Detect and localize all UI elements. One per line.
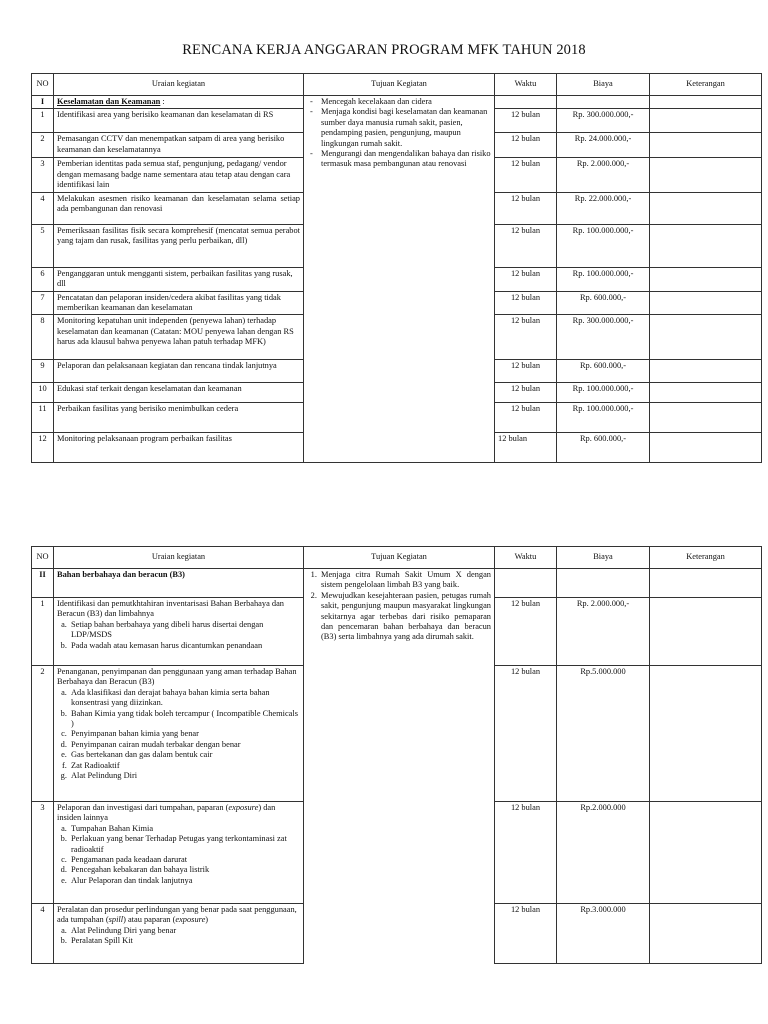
row-keterangan	[650, 403, 762, 433]
objective-cell	[304, 96, 495, 463]
row-number: 6	[32, 267, 54, 291]
waktu-cell	[495, 96, 557, 109]
sub-item: a. Setiap bahan berbahaya yang dibeli harus disertai dengan LDP/MSDS	[69, 620, 300, 641]
section-heading-suffix: :	[160, 97, 165, 106]
row-keterangan	[650, 224, 762, 267]
sub-item: f. Zat Radioaktif	[69, 761, 300, 771]
objective-item: 2. Mewujudkan kesejahteraan pasien, petugas rumah sakit, pengunjung maupun masyarakat lingkungan sekitarnya agar terbebas dari risiko pemaparan dan pencemaran bahan berbahaya dan beracun (B3) serta limbahnya yang ada dirumah sakit.	[319, 591, 491, 643]
sub-item: b. Peralatan Spill Kit	[69, 936, 300, 946]
row-waktu: 12 bulan	[495, 192, 557, 224]
row-keterangan	[650, 666, 762, 802]
sub-item: a. Ada klasifikasi dan derajat bahaya bahan kimia serta bahan konsentrasi yang diizinkan.	[69, 688, 300, 709]
row-number: 7	[32, 291, 54, 315]
row-keterangan	[650, 433, 762, 463]
row-biaya: Rp. 2.000.000,-	[557, 598, 650, 666]
row-uraian: Edukasi staf terkait dengan keselamatan dan keamanan	[54, 383, 304, 403]
header-keterangan: Keterangan	[650, 74, 762, 96]
objective-list	[307, 570, 491, 643]
row-number: 9	[32, 360, 54, 383]
budget-table-2	[31, 546, 762, 964]
row-waktu: 12 bulan	[495, 109, 557, 133]
row-number: 3	[32, 802, 54, 904]
row-number: 11	[32, 403, 54, 433]
row-keterangan	[650, 267, 762, 291]
row-number: 1	[32, 109, 54, 133]
row-waktu: 12 bulan	[495, 267, 557, 291]
sub-item: c. Penyimpanan bahan kimia yang benar	[69, 729, 300, 739]
row-waktu: 12 bulan	[495, 224, 557, 267]
row-uraian: Monitoring pelaksanaan program perbaikan fasilitas	[54, 433, 304, 463]
row-keterangan	[650, 904, 762, 964]
section-heading: Bahan berbahaya dan beracun (B3)	[54, 569, 304, 598]
row-waktu: 12 bulan	[495, 598, 557, 666]
row-number: 3	[32, 158, 54, 192]
sub-item: d. Penyimpanan cairan mudah terbakar dengan benar	[69, 740, 300, 750]
section-heading-text: Keselamatan dan Keamanan	[57, 97, 161, 106]
row-uraian-text	[57, 803, 300, 824]
uraian-part: Peralatan dan prosedur perlindungan yang benar pada saat penggunaan, ada tumpahan (	[57, 905, 297, 925]
waktu-cell	[495, 569, 557, 598]
sub-item: c. Pengamanan pada keadaan darurat	[69, 855, 300, 865]
row-biaya: Rp. 100.000.000,-	[557, 383, 650, 403]
section-heading	[54, 96, 304, 109]
sub-item: e. Gas bertekanan dan gas dalam bentuk cair	[69, 750, 300, 760]
row-number: 10	[32, 383, 54, 403]
row-waktu: 12 bulan	[495, 403, 557, 433]
row-number: 1	[32, 598, 54, 666]
objective-item: - Mengurangi dan mengendalikan bahaya dan risiko termasuk masa pembangunan atau renovasi	[321, 149, 491, 170]
table-header-row	[32, 74, 762, 96]
row-number: 4	[32, 192, 54, 224]
uraian-italic: spill	[108, 915, 124, 925]
row-keterangan	[650, 360, 762, 383]
row-keterangan	[650, 315, 762, 360]
row-biaya: Rp.5.000.000	[557, 666, 650, 802]
row-keterangan	[650, 109, 762, 133]
row-biaya: Rp. 100.000.000,-	[557, 267, 650, 291]
row-uraian: Pelaporan dan pelaksanaan kegiatan dan rencana tindak lanjutnya	[54, 360, 304, 383]
row-uraian: Identifikasi area yang berisiko keamanan dan keselamatan di RS	[54, 109, 304, 133]
table-header-row	[32, 547, 762, 569]
uraian-part: ) atau paparan (	[123, 915, 176, 925]
header-uraian: Uraian kegiatan	[54, 74, 304, 96]
row-biaya: Rp. 600.000,-	[557, 291, 650, 315]
row-number: 5	[32, 224, 54, 267]
header-tujuan: Tujuan Kegiatan	[304, 74, 495, 96]
uraian-part: ) dan insiden lainnya	[57, 803, 276, 823]
row-uraian: Pemeriksaan fasilitas fisik secara komprehesif (mencatat semua perabot yang tajam dan rusak, fasilitas yang perlu perbaikan, dll)	[54, 224, 304, 267]
row-keterangan	[650, 383, 762, 403]
row-uraian: Pemberian identitas pada semua staf, pengunjung, pedagang/ vendor dengan memasang badge name sementara atau tetap atau dengan cara identifikasi lain	[54, 158, 304, 192]
sub-item-list	[57, 824, 300, 886]
uraian-part: Pelaporan dan investigasi dari tumpahan, paparan (	[57, 803, 229, 812]
objective-cell	[304, 569, 495, 964]
header-biaya: Biaya	[557, 74, 650, 96]
row-biaya: Rp. 24.000.000,-	[557, 133, 650, 158]
row-biaya: Rp.2.000.000	[557, 802, 650, 904]
biaya-cell	[557, 569, 650, 598]
row-uraian: Perbaikan fasilitas yang berisiko menimbulkan cedera	[54, 403, 304, 433]
row-number: 2	[32, 666, 54, 802]
sub-item: a. Tumpahan Bahan Kimia	[69, 824, 300, 834]
row-uraian	[54, 904, 304, 964]
row-waktu: 12 bulan	[495, 133, 557, 158]
row-uraian: Monitoring kepatuhan unit independen (penyewa lahan) terhadap keselamatan dan keamanan (Catatan: MOU penyewa lahan dengan RS harus ada klausul bahwa penyewa lahan patuh terhadap MFK)	[54, 315, 304, 360]
section-number: I	[32, 96, 54, 109]
header-keterangan: Keterangan	[650, 547, 762, 569]
objective-item: - Mencegah kecelakaan dan cidera	[321, 97, 491, 107]
objective-item: - Menjaga kondisi bagi keselamatan dan keamanan sumber daya manusia rumah sakit, pasien, pendamping pasien, pengunjung, maupun lingkungan rumah sakit.	[321, 107, 491, 149]
header-waktu: Waktu	[495, 547, 557, 569]
sub-item: b. Bahan Kimia yang tidak boleh tercampur ( Incompatible Chemicals )	[69, 709, 300, 730]
row-waktu: 12 bulan	[495, 158, 557, 192]
row-biaya: Rp. 300.000.000,-	[557, 109, 650, 133]
budget-table-1	[31, 73, 762, 463]
row-uraian: Melakukan asesmen risiko keamanan dan keselamatan selama setiap ada pembangunan dan renovasi	[54, 192, 304, 224]
section-number: II	[32, 569, 54, 598]
row-keterangan	[650, 598, 762, 666]
header-no: NO	[32, 74, 54, 96]
row-keterangan	[650, 133, 762, 158]
row-uraian	[54, 666, 304, 802]
sub-item-list	[57, 620, 300, 651]
biaya-cell	[557, 96, 650, 109]
row-biaya: Rp. 100.000.000,-	[557, 224, 650, 267]
header-tujuan: Tujuan Kegiatan	[304, 547, 495, 569]
row-uraian	[54, 598, 304, 666]
header-no: NO	[32, 547, 54, 569]
header-biaya: Biaya	[557, 547, 650, 569]
section-heading-row	[32, 96, 762, 109]
row-waktu: 12 bulan	[495, 291, 557, 315]
row-biaya: Rp. 100.000.000,-	[557, 403, 650, 433]
page-title: RENCANA KERJA ANGGARAN PROGRAM MFK TAHUN 2018	[182, 42, 586, 58]
row-biaya: Rp. 2.000.000,-	[557, 158, 650, 192]
row-waktu: 12 bulan	[495, 666, 557, 802]
header-uraian: Uraian kegiatan	[54, 547, 304, 569]
row-waktu: 12 bulan	[495, 383, 557, 403]
row-waktu: 12 bulan	[495, 315, 557, 360]
sub-item: b. Perlakuan yang benar Terhadap Petugas yang terkontaminasi zat radioaktif	[69, 834, 300, 855]
keterangan-cell	[650, 96, 762, 109]
sub-item: d. Pencegahan kebakaran dan bahaya listrik	[69, 865, 300, 875]
sub-item-list	[57, 688, 300, 782]
row-biaya: Rp. 600.000,-	[557, 360, 650, 383]
sub-item: e. Alur Pelaporan dan tindak lanjutnya	[69, 876, 300, 886]
row-biaya: Rp.3.000.000	[557, 904, 650, 964]
row-waktu: 12 bulan	[495, 904, 557, 964]
row-uraian: Pencatatan dan pelaporan insiden/cedera akibat fasilitas yang tidak memberikan keamanan dan keselamatan	[54, 291, 304, 315]
row-uraian: Penganggaran untuk mengganti sistem, perbaikan fasilitas yang rusak, dll	[54, 267, 304, 291]
uraian-italic: exposure	[228, 803, 259, 812]
row-keterangan	[650, 291, 762, 315]
header-waktu: Waktu	[495, 74, 557, 96]
objective-list	[307, 97, 491, 170]
row-number: 2	[32, 133, 54, 158]
row-uraian: Pemasangan CCTV dan menempatkan satpam di area yang berisiko keamanan dan keselamatannya	[54, 133, 304, 158]
row-biaya: Rp. 600.000,-	[557, 433, 650, 463]
row-keterangan	[650, 158, 762, 192]
section-heading-row	[32, 569, 762, 598]
row-keterangan	[650, 802, 762, 904]
row-waktu: 12 bulan	[495, 802, 557, 904]
uraian-part: )	[205, 915, 209, 925]
row-keterangan	[650, 192, 762, 224]
row-uraian	[54, 802, 304, 904]
row-biaya: Rp. 300.000.000,-	[557, 315, 650, 360]
sub-item-list	[57, 926, 300, 947]
row-waktu: 12 bulan	[495, 360, 557, 383]
row-uraian-text	[57, 905, 300, 926]
row-biaya: Rp. 22.000.000,-	[557, 192, 650, 224]
row-uraian-text: Identifikasi dan pemutkhtahiran inventarisasi Bahan Berbahaya dan Beracun (B3) dan limbahnya	[57, 599, 284, 619]
row-waktu: 12 bulan	[495, 433, 557, 463]
sub-item: b. Pada wadah atau kemasan harus dicantumkan penandaan	[69, 641, 300, 651]
row-number: 8	[32, 315, 54, 360]
objective-item: 1. Menjaga citra Rumah Sakit Umum X dengan sistem pengelolaan limbah B3 yang baik.	[319, 570, 491, 591]
keterangan-cell	[650, 569, 762, 598]
row-number: 12	[32, 433, 54, 463]
row-number: 4	[32, 904, 54, 964]
sub-item: a. Alat Pelindung Diri yang benar	[69, 926, 300, 936]
uraian-italic: exposure	[175, 915, 206, 925]
row-uraian-text: Penanganan, penyimpanan dan penggunaan yang aman terhadap Bahan Berbahaya dan Beracun (B3)	[57, 667, 297, 687]
sub-item: g. Alat Pelindung Diri	[69, 771, 300, 781]
